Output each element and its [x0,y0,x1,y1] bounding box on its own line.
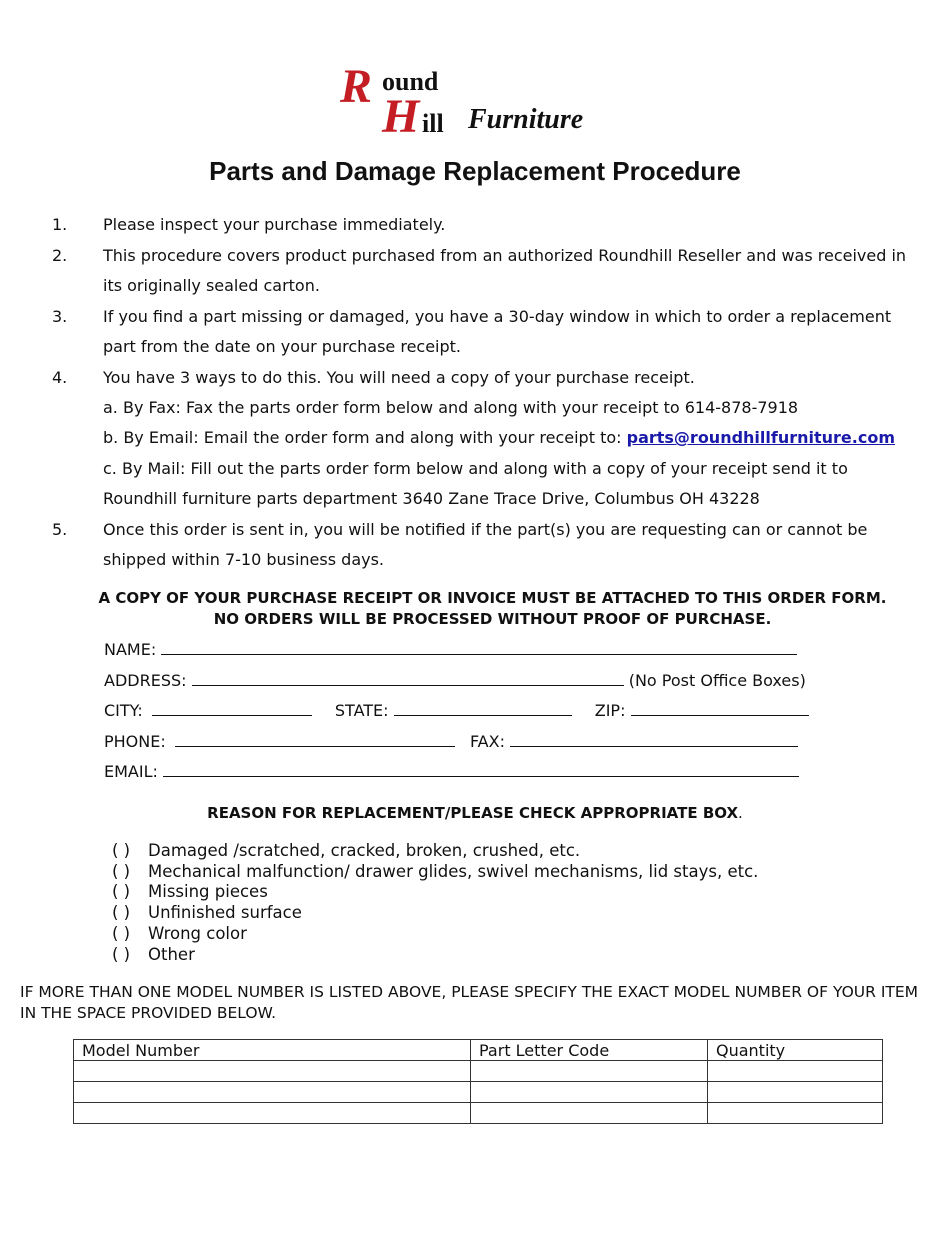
part-code-cell[interactable] [471,1103,708,1124]
city-field[interactable] [152,701,312,716]
table-header-model: Model Number [74,1040,471,1061]
step-text: its originally sealed carton. [103,276,320,295]
city-state-zip-row [104,701,809,720]
logo-text-furniture: Furniture [468,104,584,135]
method-email [103,428,895,447]
step-number: 1. [52,215,68,234]
phone-label: PHONE: [104,732,166,751]
table-header-quantity: Quantity [708,1040,883,1061]
quantity-cell[interactable] [708,1061,883,1082]
address-row [104,671,806,690]
fax-field[interactable] [510,732,798,747]
method-fax: a. By Fax: Fax the parts order form below and along with your receipt to 614-878-7918 [103,398,799,417]
checkbox[interactable]: ( ) [112,924,131,943]
checkbox[interactable]: ( ) [112,882,131,901]
model-number-cell[interactable] [74,1082,471,1103]
table-row [74,1061,883,1082]
table-row [74,1082,883,1103]
logo-graphic [338,58,620,136]
step-number: 4. [52,368,68,387]
table-header-row [74,1040,883,1061]
step-number: 5. [52,520,68,539]
reason-option[interactable] [112,862,758,881]
notice-line: A COPY OF YOUR PURCHASE RECEIPT OR INVOICE MUST BE ATTACHED TO THIS ORDER FORM. [98,589,887,607]
company-logo [338,58,620,136]
step-text: shipped within 7-10 business days. [103,550,385,569]
parts-table [73,1039,883,1124]
table-row [74,1103,883,1124]
checkbox[interactable]: ( ) [112,945,131,964]
reason-title [0,804,950,822]
email-field[interactable] [163,762,799,777]
step-text: Once this order is sent in, you will be notified if the part(s) you are requesting can or cannot be [103,520,868,539]
fax-label: FAX: [469,732,505,751]
reason-title-text: REASON FOR REPLACEMENT/PLEASE CHECK APPROPRIATE BOX [207,804,739,822]
checkbox[interactable]: ( ) [112,841,131,860]
method-email-text: b. By Email: Email the order form and along with your receipt to: [103,428,627,447]
logo-initial-r: R [340,60,373,113]
reason-option[interactable] [112,882,268,901]
quantity-cell[interactable] [708,1082,883,1103]
email-label: EMAIL: [104,762,158,781]
reason-title-period: . [738,804,743,822]
step-text: Please inspect your purchase immediately. [103,215,446,234]
checkbox[interactable]: ( ) [112,903,131,922]
step-text: You have 3 ways to do this. You will need a copy of your purchase receipt. [103,368,695,387]
checkbox[interactable]: ( ) [112,862,131,881]
logo-text-hill: ill [422,109,444,136]
email-link[interactable]: parts@roundhillfurniture.com [626,428,896,447]
address-note: (No Post Office Boxes) [628,671,806,690]
reason-option[interactable] [112,924,247,943]
name-label: NAME: [104,640,157,659]
method-mail-address: Roundhill furniture parts department 3640 Zane Trace Drive, Columbus OH 43228 [103,489,760,508]
phone-field[interactable] [175,732,455,747]
address-field[interactable] [192,671,624,686]
reason-option-label: Missing pieces [148,882,268,901]
email-row [104,762,799,781]
model-number-cell[interactable] [74,1061,471,1082]
reason-option[interactable] [112,945,195,964]
step-text: This procedure covers product purchased from an authorized Roundhill Reseller and was received in [103,246,907,265]
state-label: STATE: [334,701,389,720]
step-text: If you find a part missing or damaged, you have a 30-day window in which to order a replacement [103,307,892,326]
reason-option-label: Mechanical malfunction/ drawer glides, swivel mechanisms, lid stays, etc. [148,862,759,881]
notice-line: NO ORDERS WILL BE PROCESSED WITHOUT PROOF OF PURCHASE. [213,610,772,628]
address-label: ADDRESS: [104,671,187,690]
part-code-cell[interactable] [471,1082,708,1103]
part-code-cell[interactable] [471,1061,708,1082]
table-header-part-code: Part Letter Code [471,1040,708,1061]
reason-option[interactable] [112,903,302,922]
logo-text-round: ound [382,67,439,96]
reason-option-label: Damaged /scratched, cracked, broken, crushed, etc. [148,841,581,860]
reason-option[interactable] [112,841,580,860]
step-number: 3. [52,307,68,326]
reason-option-label: Wrong color [148,924,247,943]
model-note-line: IN THE SPACE PROVIDED BELOW. [20,1004,276,1022]
phone-fax-row [104,732,798,751]
zip-label: ZIP: [594,701,626,720]
reason-option-label: Unfinished surface [148,903,302,922]
model-number-cell[interactable] [74,1103,471,1124]
name-row [104,640,797,659]
quantity-cell[interactable] [708,1103,883,1124]
zip-field[interactable] [631,701,809,716]
reason-option-label: Other [148,945,195,964]
page-title: Parts and Damage Replacement Procedure [209,156,741,186]
method-mail: c. By Mail: Fill out the parts order form below and along with a copy of your receipt send it to [103,459,848,478]
name-field[interactable] [161,640,797,655]
state-field[interactable] [394,701,572,716]
city-label: CITY: [104,701,143,720]
step-number: 2. [52,246,68,265]
logo-initial-h: H [382,90,420,136]
model-note-line: IF MORE THAN ONE MODEL NUMBER IS LISTED ABOVE, PLEASE SPECIFY THE EXACT MODEL NUMBER OF YOUR ITEM [20,983,919,1001]
step-text: part from the date on your purchase receipt. [103,337,462,356]
